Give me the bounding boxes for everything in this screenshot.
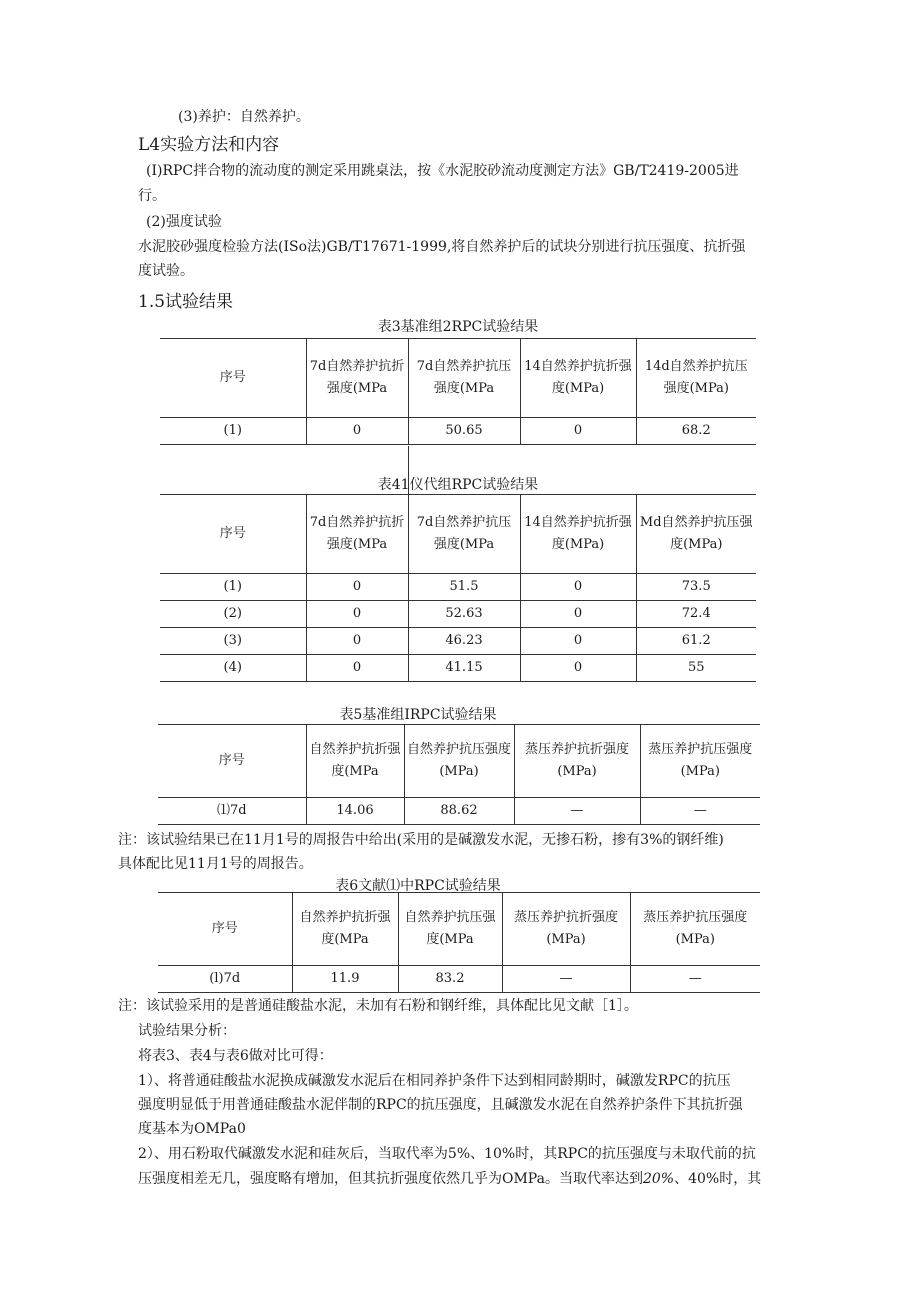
table6-header-index: 序号 [158,893,292,966]
analysis-p2-line2-part2: 、40%时，其 [674,1171,762,1187]
table4-header-col1: 7d自然养护抗折强度(MPa [306,495,408,574]
table5-header-col2: 自然养护抗压强度(MPa) [404,725,514,798]
table4-cell: 51.5 [408,574,520,601]
method-item-1-line2: 行。 [138,188,166,204]
table5-note-line2: 具体配比见11月1号的周报告。 [118,856,313,872]
analysis-p2-line2 [138,1168,761,1188]
analysis-title: 试验结果分析： [138,1023,236,1039]
table-row [160,601,756,628]
table5-note-line1: 注：该试验结果已在11月1号的周报告中给出(采用的是碱激发水泥，无掺石粉，掺有3%的钢纤维) [118,832,724,848]
table6-header-col4: 蒸压养护抗压强度(MPa) [630,893,760,966]
table4-cell: 0 [520,601,636,628]
table5-cell: 14.06 [306,798,404,825]
table4-header-index: 序号 [160,495,306,574]
table6-note: 注：该试验采用的是普通硅酸盐水泥，未加有石粉和钢纤维，具体配比见文献［1］。 [118,998,638,1014]
table4-header-col3: 14自然养护抗折强度(MPa) [520,495,636,574]
table3-cell: 0 [520,418,636,445]
curing-item: (3)养护：自然养护。 [178,109,310,125]
table-row [160,574,756,601]
table5-header-col1: 自然养护抗折强度(MPa [306,725,404,798]
table4-caption: 表41仪代组RPC试验结果 [377,477,539,493]
table5-cell: ⑴7d [158,798,306,825]
table3-header-col3: 14自然养护抗折强度(MPa) [520,339,636,418]
table3-caption: 表3基准组2RPC试验结果 [377,319,539,335]
table3 [160,338,756,445]
method-item-2-line1: 水泥胶砂强度检验方法(ISo法)GB/T17671-1999,将自然养护后的试块分别进行抗压强度、抗折强 [138,239,746,255]
table5-header-col4: 蒸压养护抗压强度(MPa) [640,725,760,798]
method-item-2-line2: 度试验。 [138,263,194,279]
section-1-4-title: L4实验方法和内容 [138,135,280,155]
table4-cell: 0 [306,655,408,682]
table4-cell: 46.23 [408,628,520,655]
table3-header-col4: 14d自然养护抗压强度(MPa) [636,339,756,418]
table4-cell: (4) [160,655,306,682]
table6-cell: 83.2 [398,966,502,993]
table3-header-col2: 7d自然养护抗压强度(MPa [408,339,520,418]
analysis-p1-line2: 强度明显低于用普通硅酸盐水泥伴制的RPC的抗压强度，且碱激发水泥在自然养护条件下其抗折强 [138,1097,743,1113]
table4 [160,494,756,682]
table4-cell: 41.15 [408,655,520,682]
table4-cell: 73.5 [636,574,756,601]
section-1-5-title: 1.5试验结果 [138,292,234,312]
table4-header-col2: 7d自然养护抗压强度(MPa [408,495,520,574]
table6-cell: — [630,966,760,993]
table5-header-col3: 蒸压养护抗折强度(MPa) [514,725,640,798]
method-item-2: (2)强度试验 [146,214,222,230]
table4-cell: 0 [306,628,408,655]
table-row [160,418,756,445]
analysis-p2-line2-part1: 压强度相差无几，强度略有增加，但其抗折强度依然几乎为OMPa。当取代率达到 [138,1171,643,1187]
table5-header-index: 序号 [158,725,306,798]
table-row [160,628,756,655]
table3-cell: 50.65 [408,418,520,445]
table6-cell: — [502,966,630,993]
table6-header-col2: 自然养护抗压强度(MPa [398,893,502,966]
table-row [158,798,760,825]
table6-cell: (l)7d [158,966,292,993]
table5-cell: — [640,798,760,825]
analysis-p1-line3: 度基本为OMPa0 [138,1121,246,1137]
table6-caption: 表6文献⑴中RPC试验结果 [335,878,501,894]
table4-cell: (2) [160,601,306,628]
table6-header-col3: 蒸压养护抗折强度(MPa) [502,893,630,966]
table4-cell: 0 [306,574,408,601]
method-item-1-line1: (I)RPC拌合物的流动度的测定采用跳桌法，按《水泥胶砂流动度测定方法》GB/T2419-2005进 [146,163,739,179]
table6-cell: 11.9 [292,966,398,993]
table4-cell: 72.4 [636,601,756,628]
table4-cell: 0 [520,628,636,655]
analysis-intro: 将表3、表4与表6做对比可得： [138,1048,333,1064]
table4-cell: (1) [160,574,306,601]
table4-cell: 0 [306,601,408,628]
table4-cell: 61.2 [636,628,756,655]
table3-cell: 0 [306,418,408,445]
table5-cell: 88.62 [404,798,514,825]
table-row [160,655,756,682]
table4-cell: 55 [636,655,756,682]
table6-header-col1: 自然养护抗折强度(MPa [292,893,398,966]
table4-header-col4: Md自然养护抗压强度(MPa) [636,495,756,574]
table5-caption: 表5基准组IRPC试验结果 [339,707,497,723]
table4-cell: 0 [520,655,636,682]
analysis-p2-line1: 2）、用石粉取代碱激发水泥和硅灰后，当取代率为5%、10%时，其RPC的抗压强度与未取代前的抗 [138,1146,756,1162]
table5-cell: — [514,798,640,825]
table3-header-col1: 7d自然养护抗折强度(MPa [306,339,408,418]
table5 [158,724,760,825]
table4-cell: 0 [520,574,636,601]
analysis-p2-line2-emphasis: 20% [642,1171,675,1187]
table3-header-index: 序号 [160,339,306,418]
table3-cell: (1) [160,418,306,445]
analysis-p1-line1: 1）、将普通硅酸盐水泥换成碱激发水泥后在相同养护条件下达到相同龄期时，碱激发RPC的抗压 [138,1073,731,1089]
table4-cell: (3) [160,628,306,655]
table3-cell: 68.2 [636,418,756,445]
table4-cell: 52.63 [408,601,520,628]
table-row [158,966,760,993]
table6 [158,892,760,993]
